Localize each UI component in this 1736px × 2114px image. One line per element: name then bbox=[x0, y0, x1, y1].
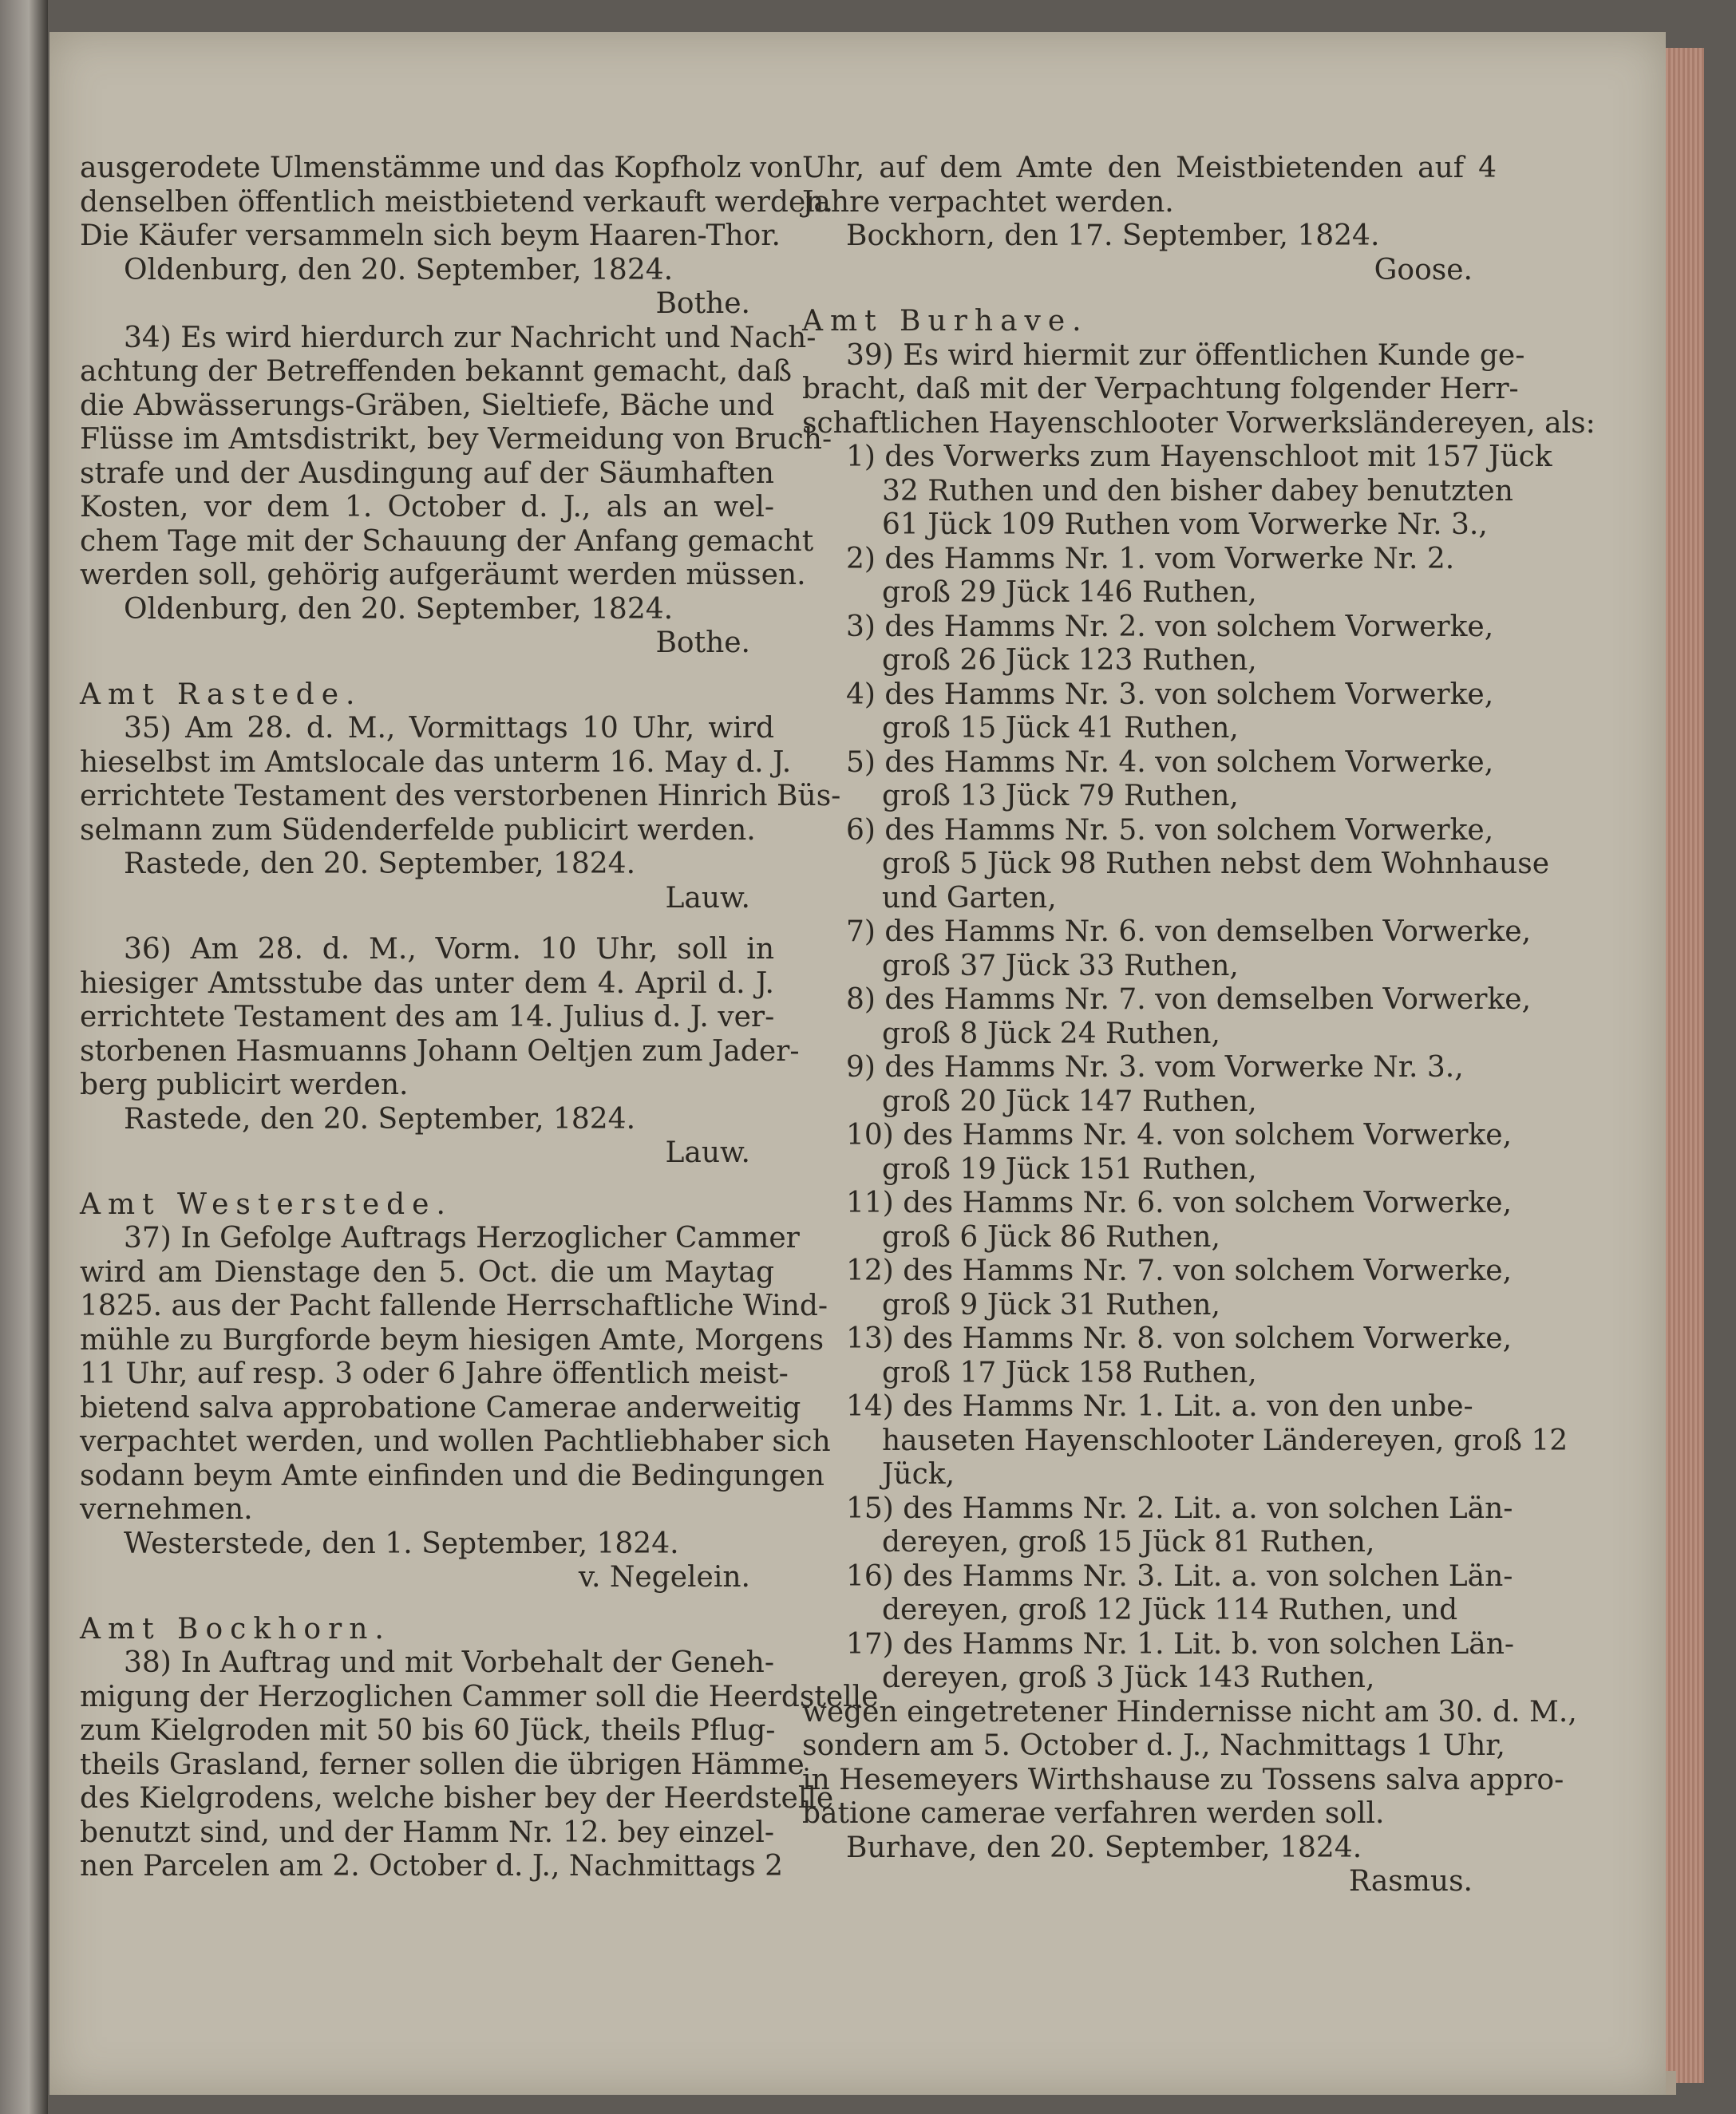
list-item: groß 5 Jück 98 Ruthen nebst dem Wohnhause bbox=[882, 848, 1549, 880]
left-column bbox=[80, 152, 879, 1884]
right-column bbox=[802, 152, 1596, 1899]
list-item: groß 13 Jück 79 Ruthen, bbox=[882, 780, 1239, 812]
list-item: 1) des Vorwerks zum Hayenschloot mit 157 Jück bbox=[846, 441, 1552, 473]
text-line: 34) Es wird hierdurch zur Nachricht und Nach- bbox=[124, 321, 817, 354]
notice-date: Burhave, den 20. September, 1824. bbox=[846, 1831, 1362, 1864]
list-item: dereyen, groß 12 Jück 114 Ruthen, und bbox=[882, 1594, 1458, 1626]
list-item: groß 26 Jück 123 Ruthen, bbox=[882, 644, 1257, 677]
section-heading: Amt Bockhorn. bbox=[80, 1612, 391, 1646]
text-line: sodann beym Amte einfinden und die Bedingungen bbox=[80, 1459, 825, 1492]
list-item: 6) des Hamms Nr. 5. von solchem Vorwerke, bbox=[846, 813, 1494, 847]
section-heading: Amt Burhave. bbox=[802, 305, 1089, 338]
list-item: dereyen, groß 15 Jück 81 Ruthen, bbox=[882, 1526, 1375, 1559]
notice-signature: Bothe. bbox=[655, 287, 750, 320]
text-line: zum Kielgroden mit 50 bis 60 Jück, theils Pflug- bbox=[80, 1714, 776, 1747]
list-item: 17) des Hamms Nr. 1. Lit. b. von solchen Län- bbox=[846, 1627, 1515, 1661]
text-line: ausgerodete Ulmenstämme und das Kopfholz von bbox=[80, 152, 803, 184]
notice-signature: Bothe. bbox=[655, 626, 750, 659]
text-line: schaftlichen Hayenschlooter Vorwerksländereyen, als: bbox=[802, 406, 1596, 440]
list-item: 16) des Hamms Nr. 3. Lit. a. von solchen Län- bbox=[846, 1559, 1513, 1593]
notice-date: Bockhorn, den 17. September, 1824. bbox=[846, 219, 1380, 252]
text-line: migung der Herzoglichen Cammer soll die Heerdstelle bbox=[80, 1680, 879, 1713]
text-line: hiesiger Amtsstube das unter dem 4. April d. J. bbox=[80, 966, 774, 1000]
section-heading: Amt Rastede. bbox=[80, 678, 362, 711]
text-line: 36) Am 28. d. M., Vorm. 10 Uhr, soll in bbox=[124, 933, 774, 966]
list-item: groß 19 Jück 151 Ruthen, bbox=[882, 1152, 1257, 1186]
text-line: 1825. aus der Pacht fallende Herrschaftliche Wind- bbox=[80, 1290, 828, 1322]
text-line: des Kielgrodens, welche bisher bey der Heerdstelle bbox=[80, 1782, 834, 1815]
list-item: 13) des Hamms Nr. 8. von solchem Vorwerke, bbox=[846, 1322, 1513, 1355]
text-line: Uhr, auf dem Amte den Meistbietenden auf 4 bbox=[802, 152, 1497, 184]
text-line: benutzt sind, und der Hamm Nr. 12. bey einzel- bbox=[80, 1816, 774, 1849]
notice-signature: v. Negelein. bbox=[578, 1561, 750, 1594]
list-item: groß 8 Jück 24 Ruthen, bbox=[882, 1017, 1220, 1050]
text-line: vernehmen. bbox=[80, 1493, 253, 1526]
list-item: dereyen, groß 3 Jück 143 Ruthen, bbox=[882, 1662, 1375, 1694]
text-line: Flüsse im Amtsdistrikt, bey Vermeidung von Bruch- bbox=[80, 423, 832, 456]
text-line: Kosten, vor dem 1. October d. J., als an wel- bbox=[80, 491, 774, 524]
text-line: hieselbst im Amtslocale das unterm 16. May d. J. bbox=[80, 745, 792, 779]
facing-page-edge bbox=[0, 0, 48, 2114]
text-line: errichtete Testament des am 14. Julius d. J. ver- bbox=[80, 1001, 775, 1033]
notice-signature: Goose. bbox=[1374, 253, 1473, 286]
list-item: 14) des Hamms Nr. 1. Lit. a. von den unbe- bbox=[846, 1390, 1473, 1423]
section-heading: Amt Westerstede. bbox=[80, 1187, 453, 1221]
list-item: 32 Ruthen und den bisher dabey benutzten bbox=[882, 474, 1513, 508]
list-item: hauseten Hayenschlooter Ländereyen, groß 12 bbox=[882, 1424, 1568, 1457]
notice-signature: Lauw. bbox=[665, 1136, 750, 1169]
list-item: 11) des Hamms Nr. 6. von solchem Vorwerke, bbox=[846, 1187, 1513, 1219]
text-line: nen Parcelen am 2. October d. J., Nachmittags 2 bbox=[80, 1850, 784, 1883]
text-line: Jahre verpachtet werden. bbox=[802, 185, 1174, 219]
text-line: theils Grasland, ferner sollen die übrigen Hämme bbox=[80, 1748, 805, 1781]
notice-signature: Lauw. bbox=[665, 881, 750, 915]
text-line: sondern am 5. October d. J., Nachmittags 1 Uhr, bbox=[802, 1729, 1505, 1762]
list-item: 4) des Hamms Nr. 3. von solchem Vorwerke, bbox=[846, 678, 1494, 711]
text-line: mühle zu Burgforde beym hiesigen Amte, Morgens bbox=[80, 1323, 825, 1357]
text-line: verpachtet werden, und wollen Pachtliebhaber sich bbox=[80, 1425, 831, 1458]
text-line: 11 Uhr, auf resp. 3 oder 6 Jahre öffentlich meist- bbox=[80, 1357, 789, 1390]
text-line: selmann zum Südenderfelde publicirt werden. bbox=[80, 813, 756, 847]
text-line: die Abwässerungs-Gräben, Sieltiefe, Bäche und bbox=[80, 389, 774, 422]
notice-date: Westerstede, den 1. September, 1824. bbox=[124, 1527, 679, 1560]
text-line: wird am Dienstage den 5. Oct. die um Maytag bbox=[80, 1255, 774, 1289]
text-line: achtung der Betreffenden bekannt gemacht, daß bbox=[80, 355, 793, 388]
notice-signature: Rasmus. bbox=[1348, 1865, 1473, 1898]
text-line: werden soll, gehörig aufgeräumt werden müssen. bbox=[80, 559, 806, 591]
list-item: 8) des Hamms Nr. 7. von demselben Vorwerke, bbox=[846, 983, 1532, 1016]
list-item: groß 37 Jück 33 Ruthen, bbox=[882, 949, 1239, 982]
text-line: Die Käufer versammeln sich beym Haaren-Thor. bbox=[80, 219, 781, 252]
list-item: Jück, bbox=[882, 1458, 955, 1491]
text-line: 38) In Auftrag und mit Vorbehalt der Geneh- bbox=[124, 1646, 774, 1679]
list-item: groß 15 Jück 41 Ruthen, bbox=[882, 712, 1239, 745]
list-item: groß 29 Jück 146 Ruthen, bbox=[882, 576, 1257, 609]
list-item: 5) des Hamms Nr. 4. von solchem Vorwerke, bbox=[846, 745, 1494, 779]
list-item: 3) des Hamms Nr. 2. von solchem Vorwerke, bbox=[846, 610, 1494, 643]
text-line: chem Tage mit der Schauung der Anfang gemacht bbox=[80, 524, 814, 558]
list-item: und Garten, bbox=[882, 881, 1057, 915]
list-item: groß 17 Jück 158 Ruthen, bbox=[882, 1356, 1257, 1389]
text-line: berg publicirt werden. bbox=[80, 1069, 409, 1101]
text-line: storbenen Hasmuanns Johann Oeltjen zum Jader- bbox=[80, 1034, 800, 1068]
list-item: 61 Jück 109 Ruthen vom Vorwerke Nr. 3., bbox=[882, 508, 1488, 541]
text-line: 37) In Gefolge Auftrags Herzoglicher Cammer bbox=[124, 1222, 800, 1255]
list-item: groß 20 Jück 147 Ruthen, bbox=[882, 1085, 1257, 1118]
text-line: batione camerae verfahren werden soll. bbox=[802, 1797, 1385, 1830]
list-item: 15) des Hamms Nr. 2. Lit. a. von solchen Län- bbox=[846, 1492, 1513, 1525]
text-line: errichtete Testament des verstorbenen Hinrich Büs- bbox=[80, 780, 841, 812]
text-line: 35) Am 28. d. M., Vormittags 10 Uhr, wird bbox=[124, 712, 774, 745]
text-line: in Hesemeyers Wirthshause zu Tossens salva appro- bbox=[802, 1763, 1564, 1796]
notice-date: Oldenburg, den 20. September, 1824. bbox=[124, 253, 674, 286]
text-line: bracht, daß mit der Verpachtung folgender Herr- bbox=[802, 373, 1519, 405]
text-line: strafe und der Ausdingung auf der Säumhaften bbox=[80, 456, 774, 490]
text-line: bietend salva approbatione Camerae anderweitig bbox=[80, 1391, 801, 1424]
list-item: 7) des Hamms Nr. 6. von demselben Vorwerke, bbox=[846, 915, 1532, 948]
notice-date: Oldenburg, den 20. September, 1824. bbox=[124, 592, 674, 626]
notice-date: Rastede, den 20. September, 1824. bbox=[124, 1102, 636, 1136]
text-line: denselben öffentlich meistbietend verkauft werden. bbox=[80, 185, 833, 219]
text-line: wegen eingetretener Hindernisse nicht am 30. d. M., bbox=[802, 1695, 1577, 1729]
list-item: groß 6 Jück 86 Ruthen, bbox=[882, 1220, 1220, 1254]
notice-date: Rastede, den 20. September, 1824. bbox=[124, 848, 636, 880]
list-item: 12) des Hamms Nr. 7. von solchem Vorwerke, bbox=[846, 1255, 1513, 1287]
list-item: 2) des Hamms Nr. 1. vom Vorwerke Nr. 2. bbox=[846, 542, 1455, 575]
list-item: 10) des Hamms Nr. 4. von solchem Vorwerke, bbox=[846, 1119, 1513, 1152]
list-item: 9) des Hamms Nr. 3. vom Vorwerke Nr. 3., bbox=[846, 1051, 1464, 1084]
list-item: groß 9 Jück 31 Ruthen, bbox=[882, 1288, 1220, 1322]
text-line: 39) Es wird hiermit zur öffentlichen Kunde ge- bbox=[846, 338, 1525, 372]
